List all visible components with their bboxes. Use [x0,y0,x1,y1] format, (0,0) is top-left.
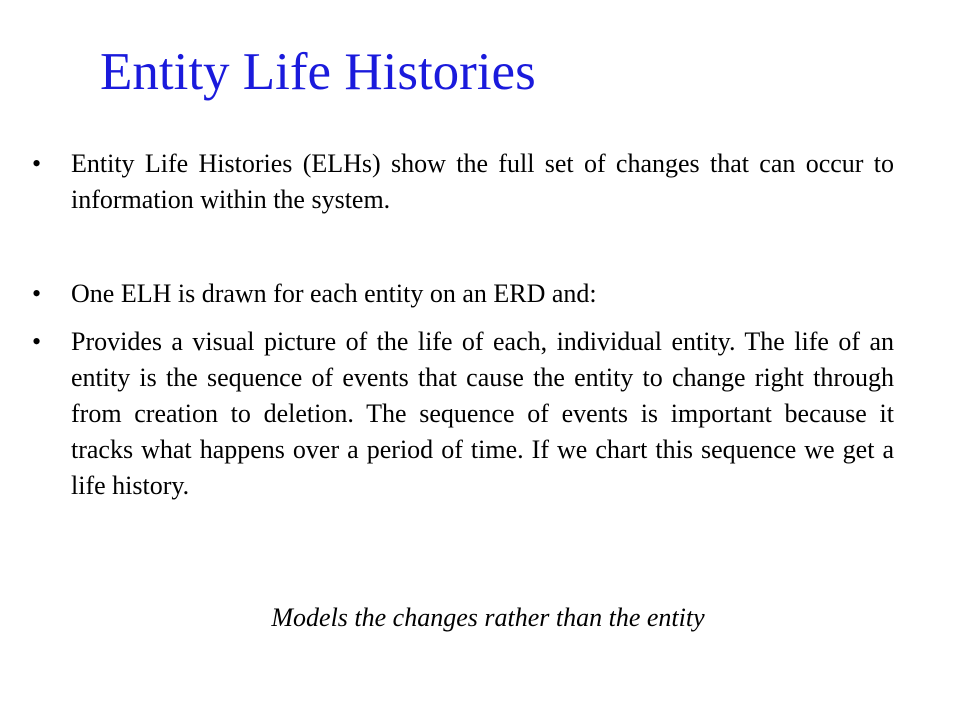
bullet-item [32,276,894,312]
bullet-text: Provides a visual picture of the life of each, individual entity. The life of an entity is the sequence of events that cause the entity to change right through from creation to deletion. The sequence of events is important because it tracks what happens over a period of time. If we chart this sequence we get a life history. [71,327,894,500]
slide-title: Entity Life Histories [100,43,536,101]
bullet-item [32,146,894,218]
bullet-dot-icon: • [32,327,42,356]
summary-tagline: Models the changes rather than the entity [271,603,705,632]
bullet-dot-icon: • [32,279,42,308]
bullet-dot-icon: • [32,149,42,178]
bullet-item [32,324,894,504]
bullet-text: One ELH is drawn for each entity on an ERD and: [71,279,597,308]
bullet-text: Entity Life Histories (ELHs) show the full set of changes that can occur to information within the system. [71,149,894,214]
